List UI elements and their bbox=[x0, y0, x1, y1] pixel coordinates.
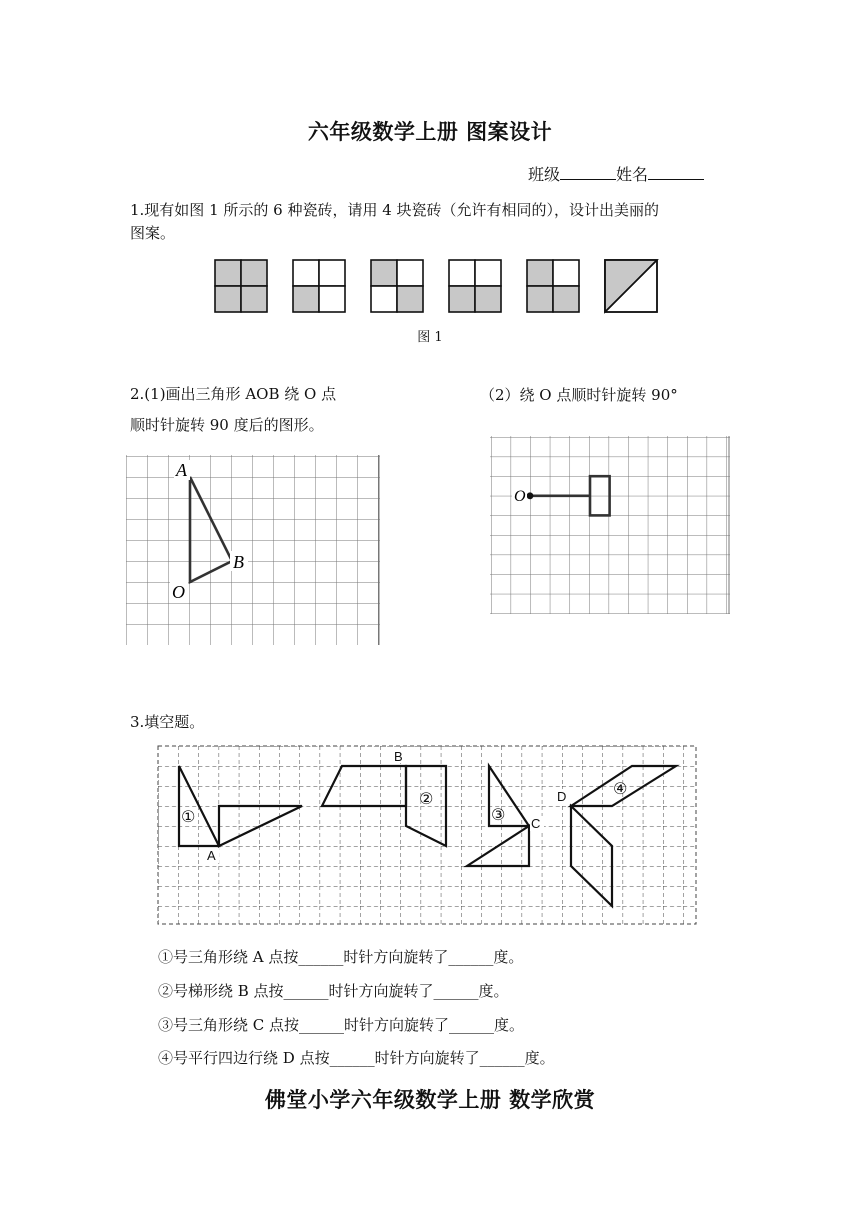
point-label-a: A bbox=[207, 848, 216, 863]
shape-label-2: ② bbox=[419, 789, 434, 808]
q3-line-4[interactable]: ④号平行四边行绕 D 点按______时针方向旋转了______度。 bbox=[158, 1049, 555, 1067]
label-o: O bbox=[172, 582, 185, 602]
label-a: A bbox=[176, 460, 187, 480]
tile-2 bbox=[293, 260, 345, 312]
shape-label-4: ④ bbox=[613, 779, 628, 798]
footer-title: 佛堂小学六年级数学上册 数学欣赏 bbox=[264, 1087, 596, 1112]
q3-line-3[interactable]: ③号三角形绕 C 点按______时针方向旋转了______度。 bbox=[158, 1016, 525, 1034]
q1-line-1: 1.现有如图 1 所示的 6 种瓷砖，请用 4 块瓷砖（允许有相同的），设计出美丽的 bbox=[130, 201, 660, 219]
figure-1-caption: 图 1 bbox=[417, 330, 443, 345]
tiles-figure bbox=[214, 259, 660, 315]
class-name-line bbox=[528, 162, 704, 185]
tile-4 bbox=[449, 260, 501, 312]
tile-6 bbox=[605, 260, 657, 312]
tile-1 bbox=[215, 260, 267, 312]
q3-heading: 3.填空题。 bbox=[130, 713, 205, 731]
page-title: 六年级数学上册 图案设计 bbox=[307, 119, 553, 144]
q3-line-1[interactable]: ①号三角形绕 A 点按______时针方向旋转了______度。 bbox=[158, 948, 524, 966]
tile-5 bbox=[527, 260, 579, 312]
label-b: B bbox=[233, 552, 244, 572]
rotation-shapes-figure bbox=[154, 744, 699, 926]
shape-label-3: ③ bbox=[491, 805, 506, 824]
name-label: 姓名 bbox=[616, 165, 649, 184]
q2-part1-line-2: 顺时针旋转 90 度后的图形。 bbox=[130, 416, 324, 434]
rotation-figure-grid bbox=[490, 436, 732, 616]
label-o-2: O bbox=[514, 488, 526, 505]
q1-line-2: 图案。 bbox=[130, 224, 176, 242]
point-label-b: B bbox=[394, 749, 403, 764]
point-label-c: C bbox=[531, 816, 541, 831]
q3-line-2[interactable]: ②号梯形绕 B 点按______时针方向旋转了______度。 bbox=[158, 982, 509, 1000]
tile-3 bbox=[371, 260, 423, 312]
point-label-d: D bbox=[557, 789, 567, 804]
triangle-aob-grid bbox=[126, 455, 382, 647]
name-blank[interactable] bbox=[648, 165, 704, 180]
class-blank[interactable] bbox=[560, 165, 616, 180]
pivot-o bbox=[527, 492, 534, 499]
shape-label-1: ① bbox=[181, 807, 196, 826]
class-label: 班级 bbox=[528, 165, 561, 184]
q2-part1-line-1: 2.(1)画出三角形 AOB 绕 O 点 bbox=[130, 385, 337, 403]
q2-part2-text: （2）绕 O 点顺时针旋转 90° bbox=[480, 386, 678, 404]
